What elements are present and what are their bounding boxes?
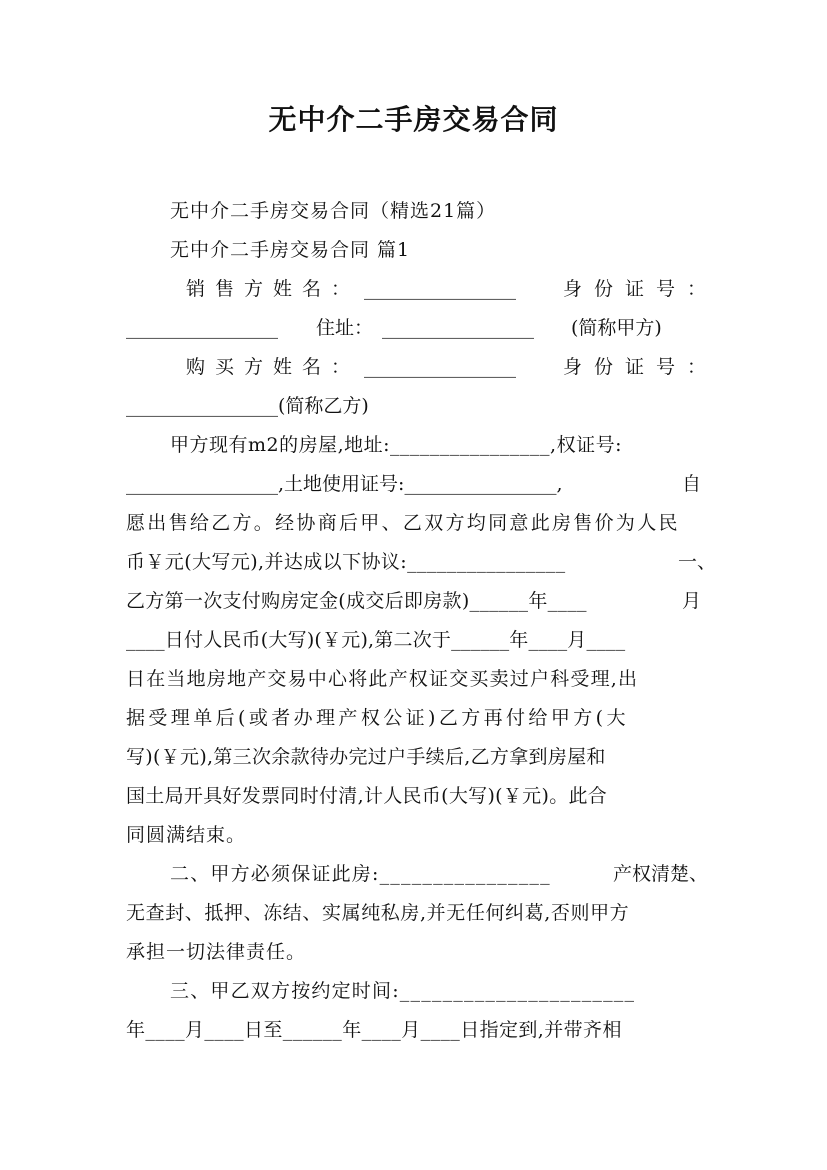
text: 自 (682, 473, 702, 495)
paragraph-2-line-1 (0, 857, 827, 891)
subtitle-line (0, 194, 827, 228)
seller-line (0, 272, 827, 306)
party-b-note: ________________(简称乙方) (126, 395, 369, 417)
paragraph-1-line-3 (0, 506, 827, 540)
party-a-note: (简称甲方) (571, 317, 662, 339)
paragraph-1-line-4 (0, 545, 827, 579)
section-heading: 无中介二手房交易合同 篇1 (170, 239, 411, 261)
paragraph-3-line-2 (0, 1013, 827, 1047)
buyer-line (0, 350, 827, 384)
text: 甲方现有m2的房屋,地址:________________,权证号: (170, 434, 622, 456)
text: 乙方第一次支付购房定金(成交后即房款)______年____ (126, 590, 587, 612)
paragraph-3-line-1 (0, 974, 827, 1008)
seller-label: 销售方姓名： (186, 278, 361, 300)
text: 无查封、抵押、冻结、实属纯私房,并无任何纠葛,否则甲方 (126, 902, 630, 924)
text: ____日付人民币(大写)(￥元),第二次于______年____月____ (126, 629, 626, 651)
text: 写)(￥元),第三次余款待办完过户手续后,乙方拿到房屋和 (126, 746, 606, 768)
paragraph-1-line-5 (0, 584, 827, 618)
paragraph-1-line-2 (0, 467, 827, 501)
subtitle: 无中介二手房交易合同（精选21篇） (170, 200, 497, 222)
seller-id-blank: ________________ (126, 317, 278, 339)
text: 日在当地房地产交易中心将此产权证交买卖过户科受理,出 (126, 668, 639, 690)
text: 同圆满结束。 (126, 824, 247, 846)
text: 二、甲方必须保证此房:________________ (170, 863, 551, 885)
text: 国土局开具好发票同时付清,计人民币(大写)(￥元)。此合 (126, 785, 608, 807)
seller-name-blank: ________________ (364, 278, 516, 300)
buyer-id-line (0, 389, 827, 423)
text: 愿出售给乙方。经协商后甲、乙双方均同意此房售价为人民 (126, 512, 680, 534)
text: 产权清楚、 (613, 863, 709, 885)
paragraph-1-line-8 (0, 701, 827, 735)
text: 承担一切法律责任。 (126, 941, 307, 963)
text: 据受理单后(或者办理产权公证)乙方再付给甲方(大 (126, 707, 629, 729)
buyer-id-label: 身份证号： (563, 356, 719, 378)
paragraph-2-line-2 (0, 896, 827, 930)
section-heading-line (0, 233, 827, 267)
text: 一、 (678, 551, 717, 573)
seller-address-line (0, 311, 827, 345)
paragraph-1-line-9 (0, 740, 827, 774)
paragraph-1-line-7 (0, 662, 827, 696)
paragraph-1-line-11 (0, 818, 827, 852)
text: 月 (682, 590, 702, 612)
text: 年____月____日至______年____月____日指定到,并带齐相 (126, 1019, 622, 1041)
address-label: 住址： (316, 317, 374, 339)
buyer-name-blank: ________________ (364, 356, 516, 378)
paragraph-1-line-6 (0, 623, 827, 657)
seller-id-label: 身份证号： (563, 278, 719, 300)
address-blank: ________________ (382, 317, 534, 339)
paragraph-1-line-1 (0, 428, 827, 462)
text: 三、甲乙双方按约定时间:______________________ (170, 980, 636, 1002)
text: 币￥元(大写元),并达成以下协议:________________ (126, 551, 566, 573)
paragraph-2-line-3 (0, 935, 827, 969)
paragraph-1-line-10 (0, 779, 827, 813)
text: ________________,土地使用证号:________________, (126, 473, 563, 495)
buyer-label: 购买方姓名： (186, 356, 361, 378)
document-title: 无中介二手房交易合同 (268, 103, 559, 136)
